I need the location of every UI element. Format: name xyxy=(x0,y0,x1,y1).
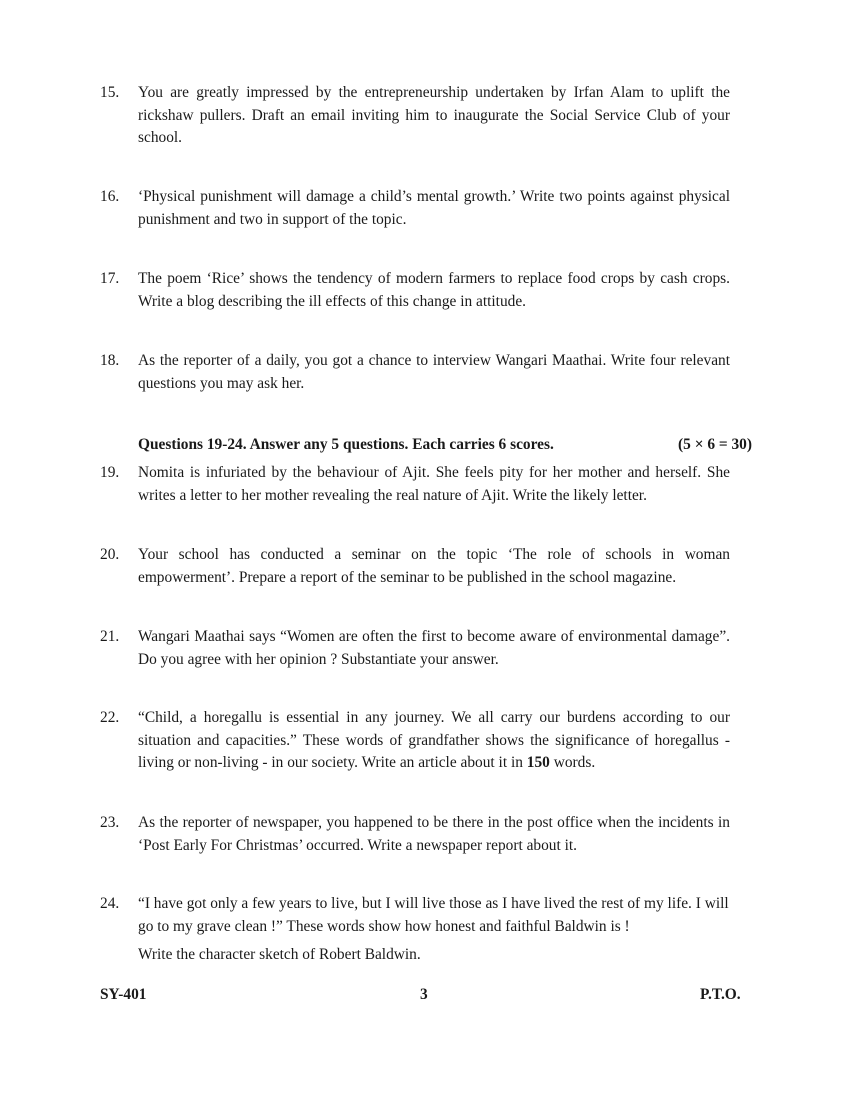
question-number: 24. xyxy=(100,895,120,912)
question-23 xyxy=(100,812,730,857)
question-15 xyxy=(100,82,730,150)
section-instructions: Questions 19-24. Answer any 5 questions. Each carries 6 scores. xyxy=(138,436,554,453)
question-21 xyxy=(100,626,730,671)
question-number: 16. xyxy=(100,188,120,205)
question-16 xyxy=(100,186,730,231)
question-text: You are greatly impressed by the entrepreneurship undertaken by Irfan Alam to uplift the rickshaw pullers. Draft an email inviting him to inaugurate the Social Service Club of your school. xyxy=(138,84,730,146)
question-text-part: “Child, a horegallu is essential in any journey. We all carry our burdens according to our situation and capacities.” These words of grandfather shows the significance of horegallus - living or non-living - in our society. Write an article about it in xyxy=(138,709,730,771)
question-number: 15. xyxy=(100,84,120,101)
paper-code: SY-401 xyxy=(100,986,147,1003)
question-extra-line: Write the character sketch of Robert Baldwin. xyxy=(138,946,421,963)
question-24 xyxy=(100,893,730,967)
question-text: “I have got only a few years to live, but I will live those as I have lived the rest of my life. I will go to my grave clean !” These words show how honest and faithful Baldwin is ! xyxy=(138,895,729,935)
question-text xyxy=(138,707,730,775)
question-number: 23. xyxy=(100,814,120,831)
page-number: 3 xyxy=(420,986,428,1003)
section-marks: (5 × 6 = 30) xyxy=(678,436,752,453)
question-number: 22. xyxy=(100,709,120,726)
question-number: 17. xyxy=(100,270,120,287)
question-text: Your school has conducted a seminar on the topic ‘The role of schools in woman empowerment’. Prepare a report of the seminar to be published in the school magazine. xyxy=(138,546,730,586)
question-number: 20. xyxy=(100,546,120,563)
question-text: Wangari Maathai says “Women are often the first to become aware of environmental damage”. Do you agree with her opinion ? Substantiate your answer. xyxy=(138,628,730,668)
question-number: 18. xyxy=(100,352,120,369)
question-number: 19. xyxy=(100,464,120,481)
question-number: 21. xyxy=(100,628,120,645)
question-text: As the reporter of a daily, you got a chance to interview Wangari Maathai. Write four relevant questions you may ask her. xyxy=(138,352,730,392)
question-18 xyxy=(100,350,730,395)
question-20 xyxy=(100,544,730,589)
pto-label: P.T.O. xyxy=(700,986,741,1003)
question-text: The poem ‘Rice’ shows the tendency of modern farmers to replace food crops by cash crops. Write a blog describing the ill effects of this change in attitude. xyxy=(138,270,730,310)
question-19 xyxy=(100,462,730,507)
question-17 xyxy=(100,268,730,313)
question-22 xyxy=(100,707,730,775)
question-text: Nomita is infuriated by the behaviour of Ajit. She feels pity for her mother and herself. She writes a letter to her mother revealing the real nature of Ajit. Write the likely letter. xyxy=(138,464,730,504)
word-count: 150 xyxy=(526,754,550,771)
question-text: ‘Physical punishment will damage a child’s mental growth.’ Write two points against physical punishment and two in support of the topic. xyxy=(138,188,730,228)
section-heading xyxy=(138,434,752,456)
question-text: As the reporter of newspaper, you happened to be there in the post office when the incidents in ‘Post Early For Christmas’ occurred. Write a newspaper report about it. xyxy=(138,814,730,854)
question-text-part: words. xyxy=(549,754,596,771)
